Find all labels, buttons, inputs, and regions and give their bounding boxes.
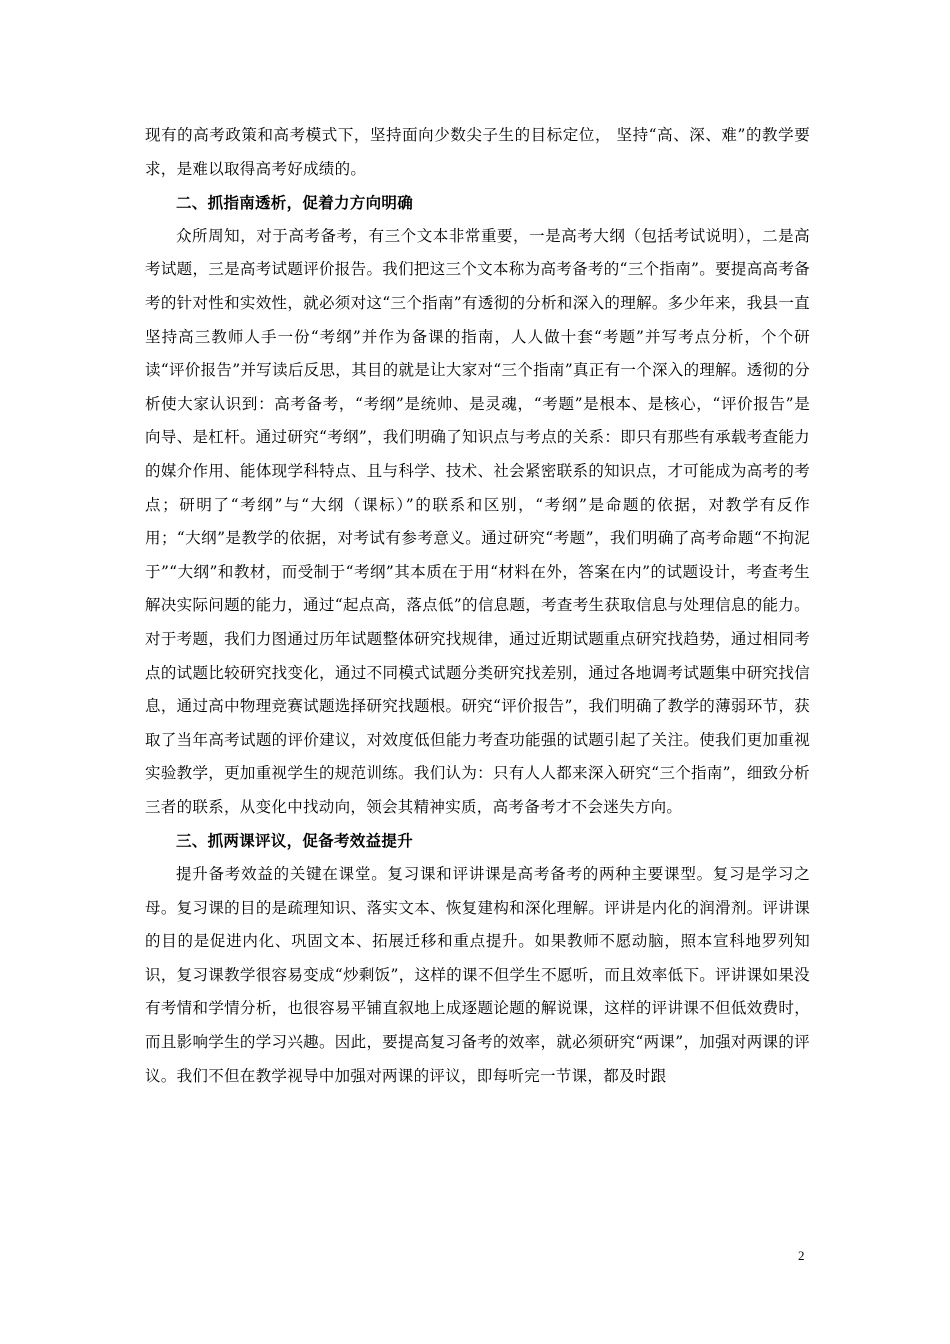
- paragraph-section-3: 提升备考效益的关键在课堂。复习课和评讲课是高考备考的两种主要课型。复习是学习之母。复习课的目的是疏理知识、落实文本、恢复建构和深化理解。评讲是内化的润滑剂。评讲课的目的是促进内化、巩固文本、拓展迁移和重点提升。如果教师不愿动脑，照本宣科地罗列知识，复习课教学很容易变成“炒剩饭”，这样的课不但学生不愿听，而且效率低下。评讲课如果没有考情和学情分析，也很容易平铺直叙地上成逐题论题的解说课，这样的评讲课不但低效费时，而且影响学生的学习兴趣。因此，要提高复习备考的效率，就必须研究“两课”，加强对两课的评议。我们不但在教学视导中加强对两课的评议，即每听完一节课，都及时跟: [145, 865, 810, 1085]
- document-body: [145, 119, 810, 1093]
- section-heading-2: 二、抓指南透析，促着力方向明确: [176, 193, 414, 213]
- paragraph-section-2: 众所周知，对于高考备考，有三个文本非常重要，一是高考大纲（包括考试说明），二是高考试题，三是高考试题评价报告。我们把这三个文本称为高考备考的“三个指南”。要提高高考备考的针对性和实效性，就必须对这“三个指南”有透彻的分析和深入的理解。多少年来，我县一直坚持高三教师人手一份“考纲”并作为备课的指南，人人做十套“考题”并写考点分析，个个研读“评价报告”并写读后反思，其目的就是让大家对“三个指南”真正有一个深入的理解。透彻的分析使大家认识到：高考备考，“考纲”是统帅、是灵魂，“考题”是根本、是核心，“评价报告”是向导、是杠杆。通过研究“考纲”，我们明确了知识点与考点的关系：即只有那些有承载考查能力的媒介作用、能体现学科特点、且与科学、技术、社会紧密联系的知识点，才可能成为高考的考点；研明了“考纲”与“大纲（课标）”的联系和区别，“考纲”是命题的依据，对教学有反作用；“大纲”是教学的依据，对考试有参考意义。通过研究“考题”，我们明确了高考命题“不拘泥于”“大纲”和教材，而受制于“考纲”其本质在于用“材料在外，答案在内”的试题设计，考查考生解决实际问题的能力，通过“起点高，落点低”的信息题，考查考生获取信息与处理信息的能力。对于考题，我们力图通过历年试题整体研究找规律，通过近期试题重点研究找趋势，通过相同考点的试题比较研究找变化，通过不同模式试题分类研究找差别，通过各地调考试题集中研究找信息，通过高中物理竞赛试题选择研究找题根。研究“评价报告”，我们明确了教学的薄弱环节，获取了当年高考试题的评价建议，对效度低但能力考查功能强的试题引起了关注。使我们更加重视实验教学，更加重视学生的规范训练。我们认为：只有人人都来深入研究“三个指南”，细致分析三者的联系，从变化中找动向，领会其精神实质，高考备考才不会迷失方向。: [145, 226, 810, 816]
- page-number: 2: [798, 1248, 805, 1263]
- section-heading-3: 三、抓两课评议，促备考效益提升: [176, 831, 414, 851]
- paragraph-intro-continuation: 现有的高考政策和高考模式下，坚持面向少数尖子生的目标定位， 坚持“高、深、难”的教学要求，是难以取得高考好成绩的。: [145, 126, 810, 178]
